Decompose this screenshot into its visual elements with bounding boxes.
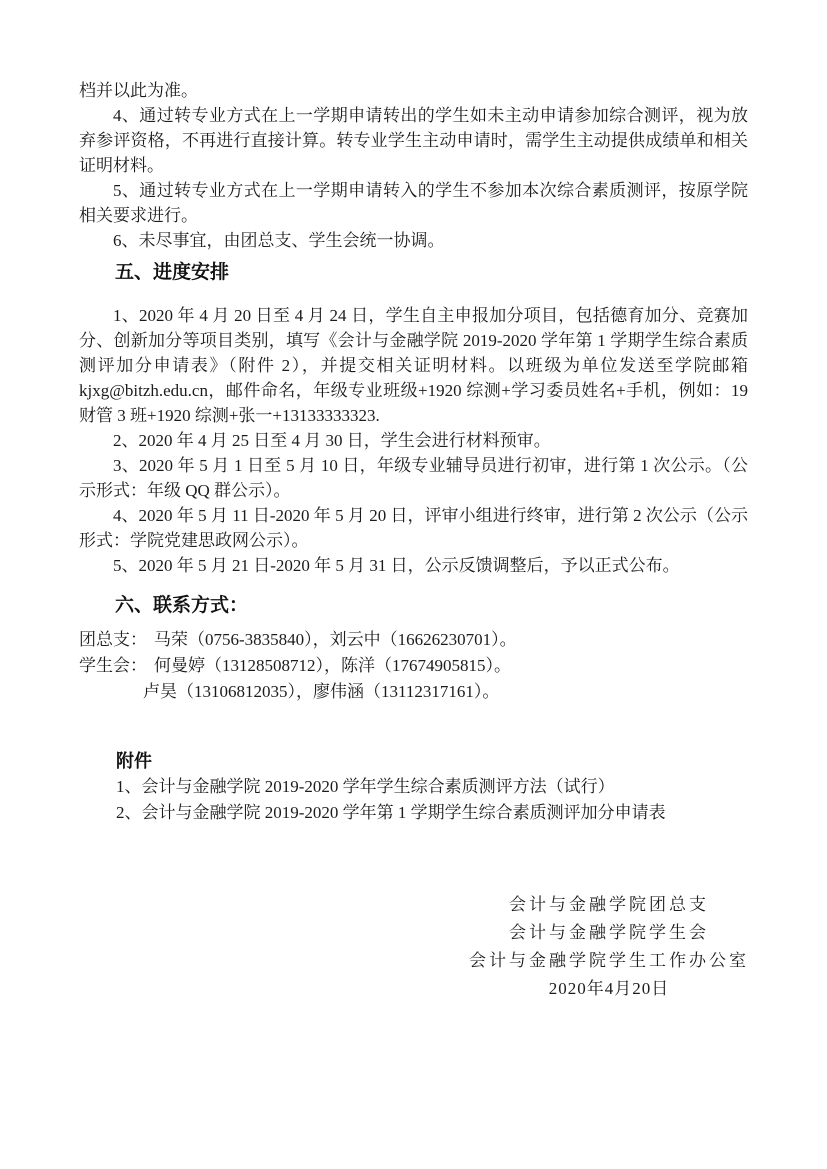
contact-line-youth-league	[79, 627, 748, 653]
signature-line-student-union: 会计与金融学院学生会	[509, 923, 709, 942]
schedule-item-1: 1、2020 年 4 月 20 日至 4 月 24 日，学生自主申报加分项目，包括德育加分、竞赛加分、创新加分等项目类别，填写《会计与金融学院 2019-2020 学年第 1 学期学生综合素质测评加分申请表》（附件 2），并提交相关证明材料。以班级为单位发送至学院邮箱 kjxg@bitzh.edu.cn，邮件命名，年级专业班级+1920 综测+学习委员姓名+手机，例如：19 财管 3 班+1920 综测+张一+13133333323.	[79, 306, 748, 425]
intro-paragraph-5: 5、通过转专业方式在上一学期申请转入的学生不参加本次综合素质测评，按原学院相关要求进行。	[79, 181, 748, 225]
attachments-block	[79, 748, 748, 826]
schedule-item-5: 5、2020 年 5 月 21 日-2020 年 5 月 31 日，公示反馈调整后，予以正式公布。	[113, 556, 680, 575]
schedule-item-2: 2、2020 年 4 月 25 日至 4 月 30 日，学生会进行材料预审。	[113, 431, 551, 450]
contact-text: 卢昊（13106812035），廖伟涵（13112317161）。	[143, 682, 500, 701]
continuation-text: 档并以此为准。	[79, 81, 198, 100]
signature-line-youth-league: 会计与金融学院团总支	[509, 895, 709, 914]
section-six-heading: 六、联系方式：	[115, 595, 249, 616]
contact-line-student-union	[79, 653, 748, 679]
attachment-item-1: 1、会计与金融学院 2019-2020 学年学生综合素质测评方法（试行）	[116, 777, 615, 796]
contact-line-student-union-2	[79, 679, 748, 705]
contact-text: 马荣（0756-3835840），刘云中（16626230701）。	[154, 630, 517, 649]
signature-block	[451, 891, 767, 1003]
intro-paragraph-6: 6、未尽事宜，由团总支、学生会统一协调。	[113, 231, 445, 250]
signature-line-student-affairs-office: 会计与金融学院学生工作办公室	[469, 951, 749, 970]
attachment-item-2: 2、会计与金融学院 2019-2020 学年第 1 学期学生综合素质测评加分申请表	[116, 803, 666, 822]
attachments-heading: 附件	[116, 751, 152, 771]
section-five-heading: 五、进度安排	[115, 262, 230, 283]
signature-date: 2020年4月20日	[548, 979, 670, 998]
contact-label: 团总支：	[79, 630, 147, 649]
schedule-item-4: 4、2020 年 5 月 11 日-2020 年 5 月 20 日，评审小组进行终审，进行第 2 次公示（公示形式：学院党建思政网公示）。	[79, 506, 748, 550]
contact-label: 学生会：	[79, 656, 147, 675]
document-content	[79, 78, 748, 1003]
schedule-item-3: 3、2020 年 5 月 1 日至 5 月 10 日，年级专业辅导员进行初审，进行第 1 次公示。（公示形式：年级 QQ 群公示）。	[79, 456, 748, 500]
intro-paragraph-4: 4、通过转专业方式在上一学期申请转出的学生如未主动申请参加综合测评，视为放弃参评资格，不再进行直接计算。转专业学生主动申请时，需学生主动提供成绩单和相关证明材料。	[79, 106, 748, 175]
contact-text: 何曼婷（13128508712），陈洋（17674905815）。	[154, 656, 511, 675]
